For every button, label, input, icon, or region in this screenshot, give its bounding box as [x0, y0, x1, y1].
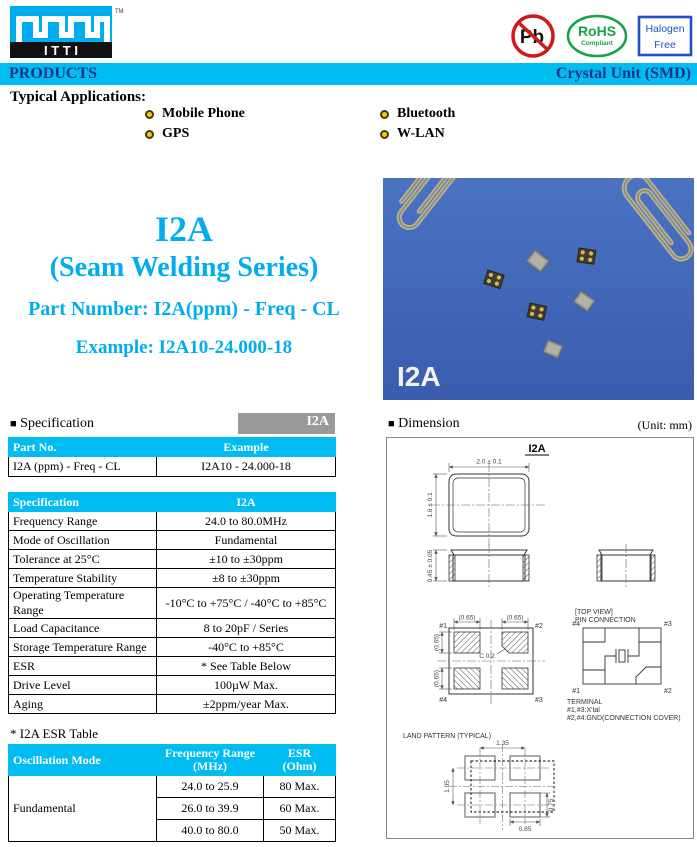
spec-label: ESR — [9, 657, 157, 676]
spec-value: ±2ppm/year Max. — [157, 695, 336, 714]
esr-value: 50 Max. — [264, 820, 336, 842]
bullet-icon — [145, 110, 154, 119]
table-header-row — [9, 493, 336, 512]
spec-label: Mode of Oscillation — [9, 531, 157, 550]
example-line: Example: I2A10-24.000-18 — [75, 336, 293, 358]
spec-value: Fundamental — [157, 531, 336, 550]
chamfer-label: C 0.2 — [479, 653, 495, 660]
pb-free-icon — [509, 12, 557, 60]
terminal-title: TERMINAL — [567, 699, 603, 706]
esr-value: 60 Max. — [264, 798, 336, 820]
table-row — [9, 569, 336, 588]
table-row — [9, 457, 336, 477]
bottom-pin1-label: #1 — [439, 623, 447, 630]
applications-title: Typical Applications: — [10, 89, 146, 105]
part-number-line: Part Number: I2A(ppm) - Freq - CL — [28, 297, 340, 320]
application-label: W-LAN — [397, 126, 445, 141]
table-header-row — [9, 438, 336, 457]
esr-header: ESR (Ohm) — [264, 745, 336, 776]
series-subtitle: (Seam Welding Series) — [49, 251, 319, 283]
table-row — [9, 512, 336, 531]
spec-label: Aging — [9, 695, 157, 714]
compliance-badges — [509, 12, 693, 60]
range-value: 40.0 to 80.0 — [157, 820, 264, 842]
dim-width-label: 2.0 ± 0.1 — [476, 458, 502, 466]
spec-col-header: Specification — [9, 493, 157, 512]
pad-height-bottom-label: (0.65) — [433, 670, 441, 687]
spec-value: ±10 to ±30ppm — [157, 550, 336, 569]
dim-height-label: 1.6 ± 0.1 — [427, 492, 434, 518]
application-item — [380, 106, 455, 122]
land-dim-right-label: 0.75 — [548, 798, 555, 812]
products-label: PRODUCTS — [9, 65, 98, 82]
table-row — [9, 638, 336, 657]
land-pattern-label: LAND PATTERN (TYPICAL) — [403, 733, 492, 740]
spec-label: Temperature Stability — [9, 569, 157, 588]
bottom-pin4-label: #4 — [439, 697, 447, 704]
table-row — [9, 588, 336, 619]
esr-table — [8, 744, 336, 842]
spec-value: ±8 to ±30ppm — [157, 569, 336, 588]
unit-label: (Unit: mm) — [637, 418, 692, 432]
pad-height-top-label: (0.65) — [433, 634, 441, 651]
range-value: 24.0 to 25.9 — [157, 776, 264, 798]
halogen-label-line1: Halogen — [645, 23, 685, 35]
oscillation-mode-header: Oscillation Mode — [9, 745, 157, 776]
logo-brand-letters: I T T I — [44, 43, 78, 58]
halogen-free-icon — [637, 12, 693, 60]
part-no-header: Part No. — [9, 438, 157, 457]
application-item — [145, 126, 189, 142]
spec-label: Operating Temperature Range — [9, 588, 157, 619]
part-number-table — [8, 437, 336, 477]
bullet-icon — [145, 130, 154, 139]
table-row — [9, 531, 336, 550]
table-header-row — [9, 745, 336, 776]
example-value: I2A10 - 24.000-18 — [157, 457, 336, 477]
halogen-label-line2: Free — [654, 39, 676, 51]
bottom-pin2-label: #2 — [535, 623, 543, 630]
pb-label: Pb — [519, 27, 545, 48]
pad-width-left-label: (0.65) — [458, 614, 476, 622]
spec-value: -10°C to +75°C / -40°C to +85°C — [157, 588, 336, 619]
table-row — [9, 657, 336, 676]
conn-pin3-label: #3 — [664, 621, 672, 628]
pad-width-right-label: (0.65) — [506, 614, 524, 622]
dimension-section-title: ■ Dimension — [388, 416, 460, 431]
terminal-line1: #1,#3:X'tal — [567, 707, 600, 714]
application-label: GPS — [162, 126, 190, 141]
photo-caption: I2A — [397, 361, 441, 392]
conn-pin2-label: #2 — [664, 688, 672, 695]
rohs-label: RoHS — [577, 23, 617, 39]
spec-tab: I2A — [238, 413, 335, 434]
bottom-pin3-label: #3 — [535, 697, 543, 704]
bullet-icon — [380, 110, 389, 119]
spec-value: * See Table Below — [157, 657, 336, 676]
spec-value: 100µW Max. — [157, 676, 336, 695]
pin-connection-label: PIN CONNECTION — [575, 617, 636, 624]
application-label: Bluetooth — [397, 106, 456, 121]
rohs-compliant-label: Compliant — [581, 40, 613, 47]
crystal-chip — [577, 248, 596, 264]
table-row — [9, 619, 336, 638]
spec-label: Load Capacitance — [9, 619, 157, 638]
spec-label: Drive Level — [9, 676, 157, 695]
specification-section-title: ■ Specification — [10, 416, 95, 431]
crystal-chip — [527, 303, 547, 320]
section-marker-icon: ■ — [10, 418, 17, 430]
logo-tm: TM — [115, 9, 124, 15]
model-col-header: I2A — [157, 493, 336, 512]
products-bar — [0, 63, 697, 85]
specification-table — [8, 492, 336, 714]
section-marker-icon: ■ — [388, 418, 395, 430]
table-row — [9, 695, 336, 714]
conn-pin4-label: #4 — [572, 621, 580, 628]
esr-table-note: * I2A ESR Table — [10, 726, 99, 741]
spec-value: -40°C to +85°C — [157, 638, 336, 657]
oscillation-mode-value: Fundamental — [9, 776, 157, 842]
category-label: Crystal Unit (SMD) — [555, 65, 691, 82]
dimension-drawing — [387, 438, 693, 838]
dimension-drawing-box — [386, 437, 694, 839]
table-row — [9, 776, 336, 798]
example-header: Example — [157, 438, 336, 457]
bullet-icon — [380, 130, 389, 139]
land-dim-left-label: 1.05 — [444, 780, 451, 793]
logo-itti — [8, 4, 124, 62]
application-item — [145, 106, 245, 122]
spec-label: Storage Temperature Range — [9, 638, 157, 657]
application-item — [380, 126, 445, 142]
table-row — [9, 676, 336, 695]
dim-thickness-label: 0.45 ± 0.05 — [427, 549, 434, 583]
esr-value: 80 Max. — [264, 776, 336, 798]
part-no-value: I2A (ppm) - Freq - CL — [9, 457, 157, 477]
frequency-range-header: Frequency Range (MHz) — [157, 745, 264, 776]
spec-value: 24.0 to 80.0MHz — [157, 512, 336, 531]
model-title: I2A — [154, 209, 213, 249]
table-row — [9, 550, 336, 569]
intro-block — [10, 210, 358, 359]
land-dim-bottom-label: 0.85 — [518, 826, 532, 833]
spec-label: Tolerance at 25°C — [9, 550, 157, 569]
product-photo — [383, 178, 694, 400]
range-value: 26.0 to 39.9 — [157, 798, 264, 820]
terminal-line2: #2,#4:GND(CONNECTION COVER) — [567, 715, 681, 722]
top-view-label: [TOP VIEW] — [575, 609, 613, 616]
spec-label: Frequency Range — [9, 512, 157, 531]
application-label: Mobile Phone — [162, 106, 245, 121]
rohs-compliant-icon — [565, 12, 629, 60]
spec-value: 8 to 20pF / Series — [157, 619, 336, 638]
land-dim-top-label: 1.35 — [496, 740, 509, 747]
drawing-title: I2A — [528, 443, 546, 455]
conn-pin1-label: #1 — [572, 688, 580, 695]
